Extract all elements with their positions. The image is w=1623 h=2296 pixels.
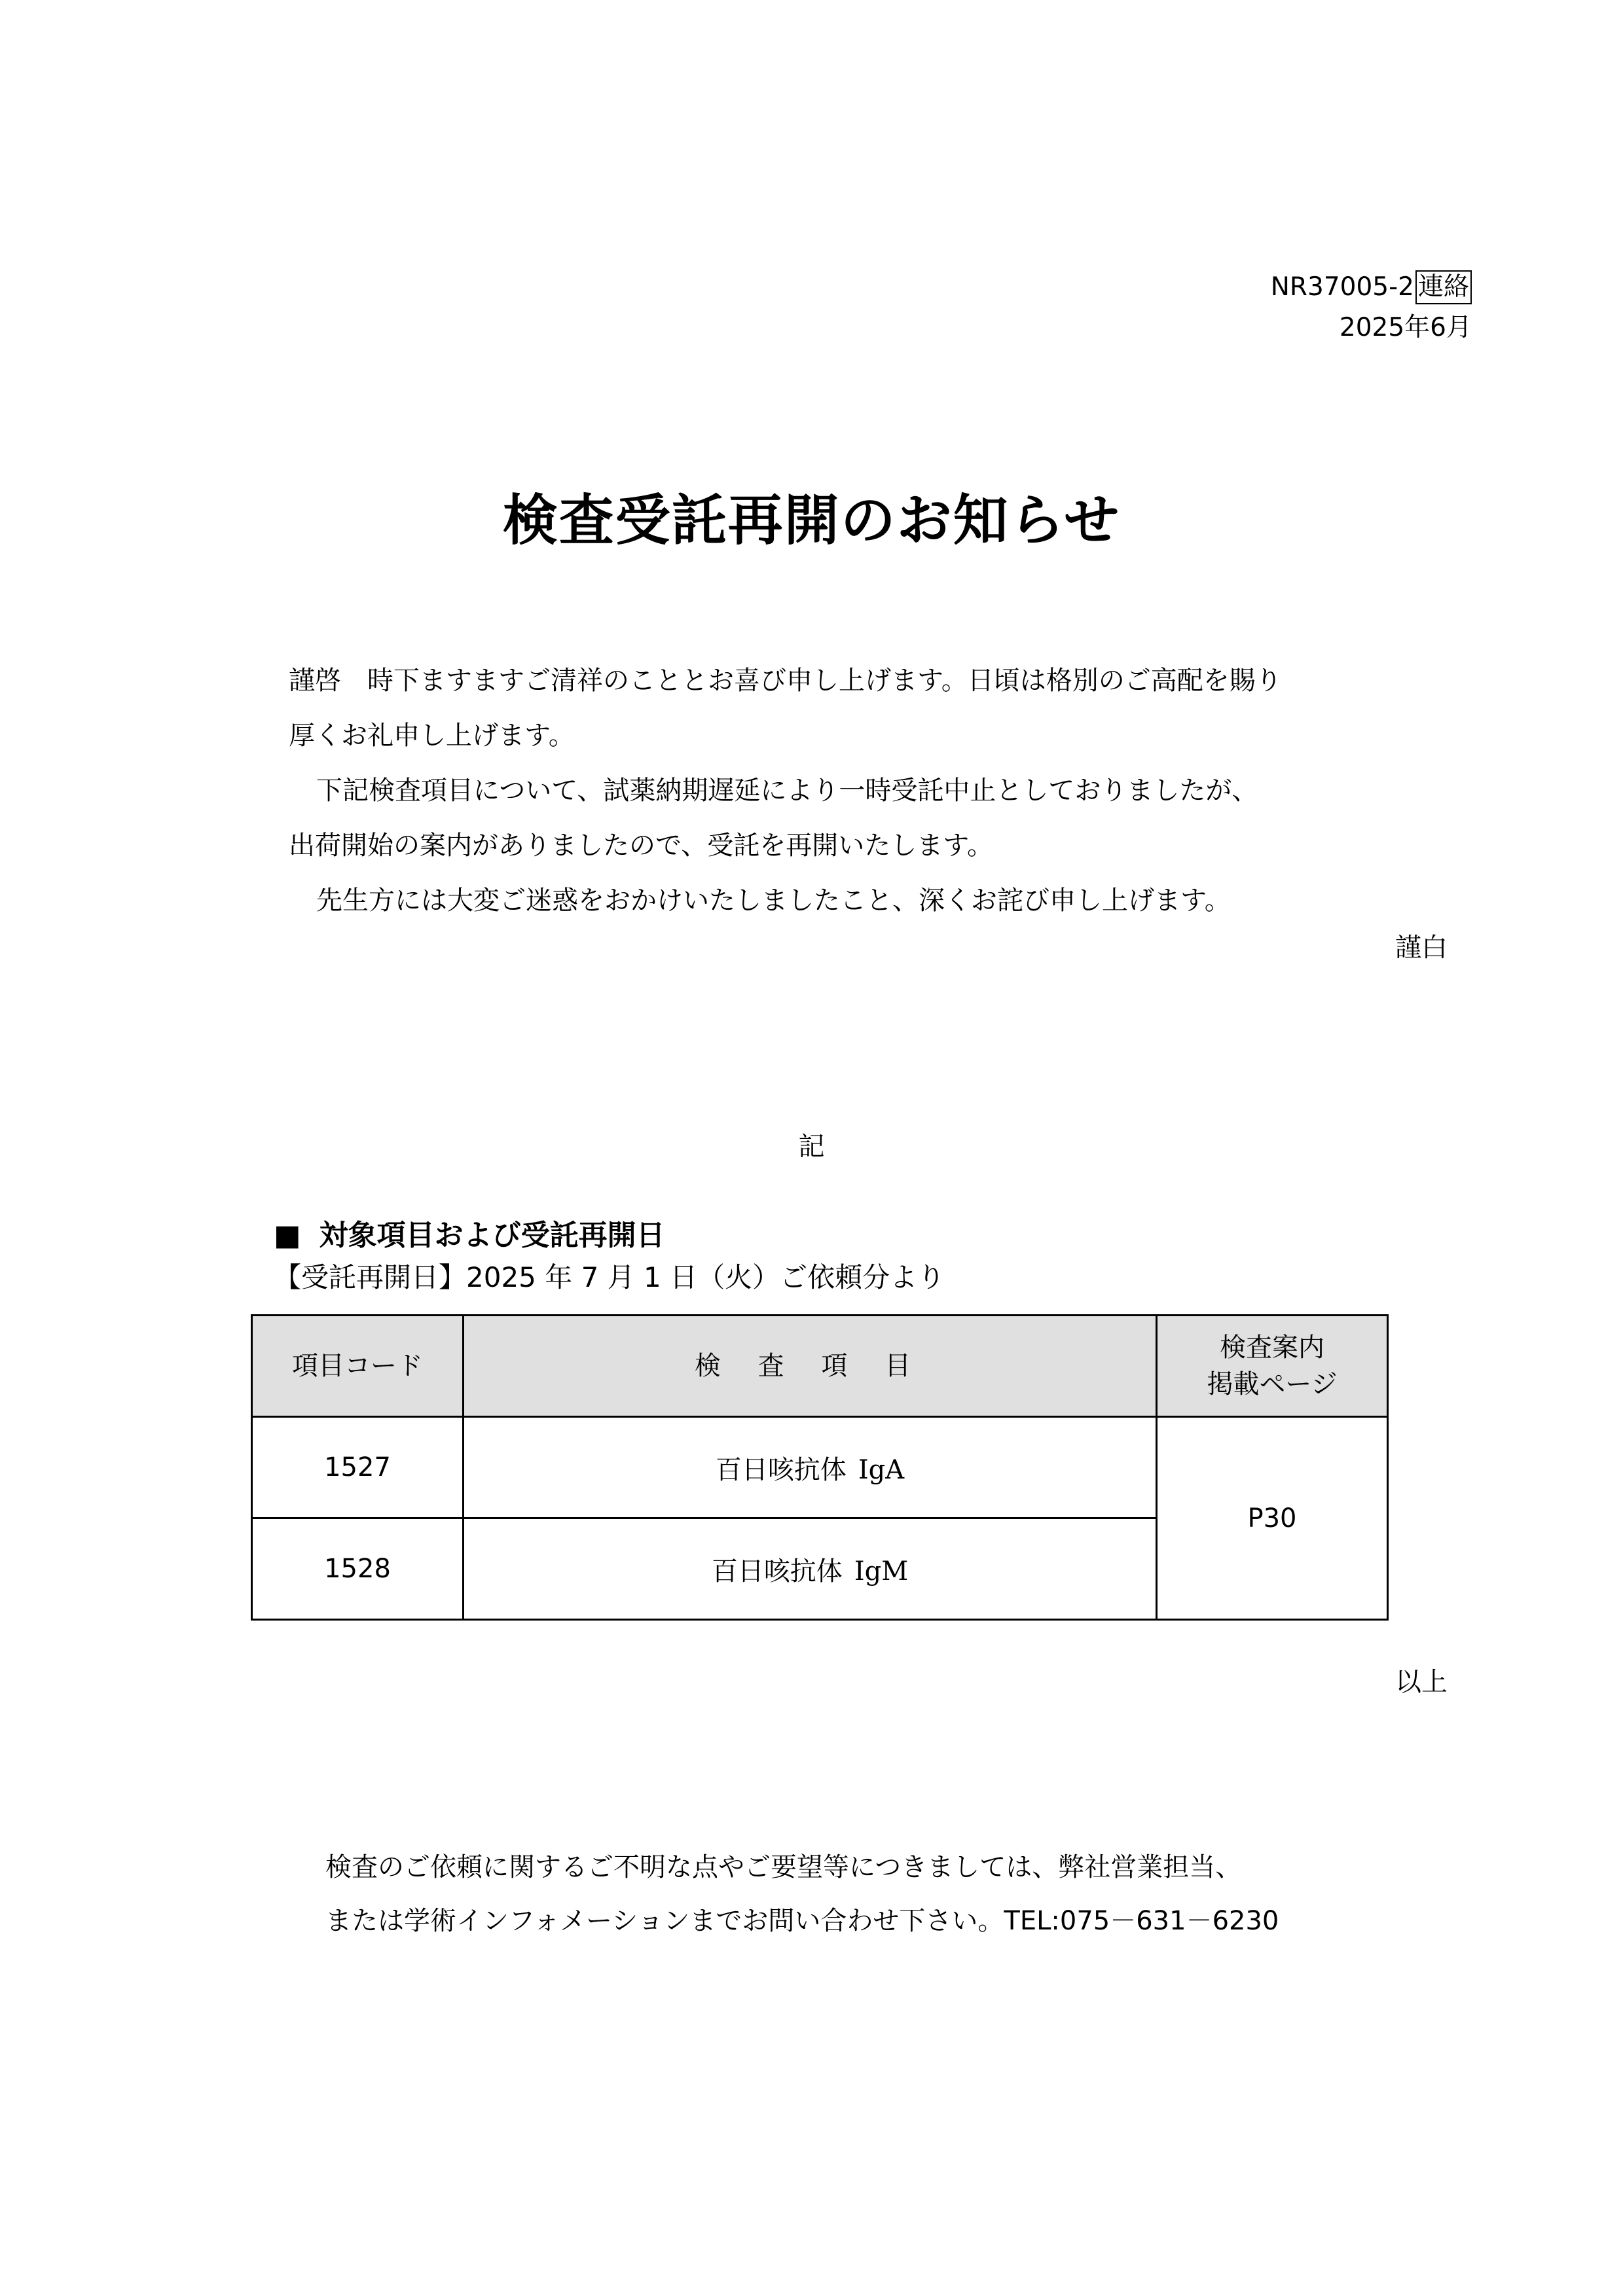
- document-meta: [1271, 267, 1472, 348]
- body-line-1: 謹啓 時下ますますご清祥のこととお喜び申し上げます。日頃は格別のご高配を賜り: [289, 666, 1282, 696]
- page-title: 検査受託再開のお知らせ: [502, 488, 1121, 552]
- footer-contact-note: [325, 1840, 1279, 1948]
- body-line-2: 厚くお礼申し上げます。: [289, 721, 575, 751]
- test-item-suffix: IgA: [858, 1454, 905, 1485]
- resume-date-line: 【受託再開日】2025 年 7 月 1 日（火）ご依頼分より: [274, 1261, 945, 1293]
- item-code-cell: 1528: [252, 1518, 464, 1620]
- ki-marker: 記: [798, 1132, 825, 1162]
- square-bullet-icon: ■: [274, 1219, 301, 1252]
- header-guide-page-line2: 掲載ページ: [1207, 1369, 1338, 1399]
- table-row: [252, 1417, 1388, 1518]
- header-test-item: 検 査 項 目: [464, 1316, 1157, 1417]
- doc-date: 2025年6月: [1339, 313, 1472, 342]
- doc-number-line: [1271, 267, 1472, 308]
- header-item-code: 項目コード: [252, 1316, 464, 1417]
- table-header-row: [252, 1316, 1388, 1417]
- test-item-name: 百日咳抗体: [711, 1556, 843, 1587]
- doc-number: NR37005-2: [1270, 272, 1414, 302]
- test-item-cell: [464, 1417, 1157, 1518]
- greeting-body: [289, 653, 1454, 928]
- section-heading-text: 対象項目および受託再開日: [319, 1219, 665, 1252]
- section-heading: [274, 1216, 665, 1255]
- test-item-name: 百日咳抗体: [715, 1454, 847, 1485]
- header-guide-page-line1: 検査案内: [1220, 1333, 1324, 1363]
- item-code-cell: 1527: [252, 1417, 464, 1518]
- doc-tag-boxed: 連絡: [1415, 270, 1472, 304]
- header-guide-page: [1157, 1316, 1388, 1417]
- footer-line-2: または学術インフォメーションまでお問い合わせ下さい。TEL:075－631－6230: [325, 1906, 1279, 1936]
- test-item-suffix: IgM: [854, 1556, 909, 1587]
- body-line-3: 下記検査項目について、試薬納期遅延により一時受託中止としておりましたが、: [316, 776, 1258, 806]
- end-mark: 以上: [1395, 1667, 1448, 1697]
- body-line-4: 出荷開始の案内がありましたので、受託を再開いたします。: [289, 831, 993, 861]
- target-items-table: [251, 1314, 1389, 1621]
- guide-page-cell: P30: [1157, 1417, 1388, 1620]
- body-line-5: 先生方には大変ご迷惑をおかけいたしましたこと、深くお詫び申し上げます。: [316, 886, 1231, 916]
- closing-kinpaku: 謹白: [1395, 933, 1448, 963]
- test-item-cell: [464, 1518, 1157, 1620]
- footer-line-1: 検査のご依頼に関するご不明な点やご要望等につきましては、弊社営業担当、: [325, 1852, 1242, 1882]
